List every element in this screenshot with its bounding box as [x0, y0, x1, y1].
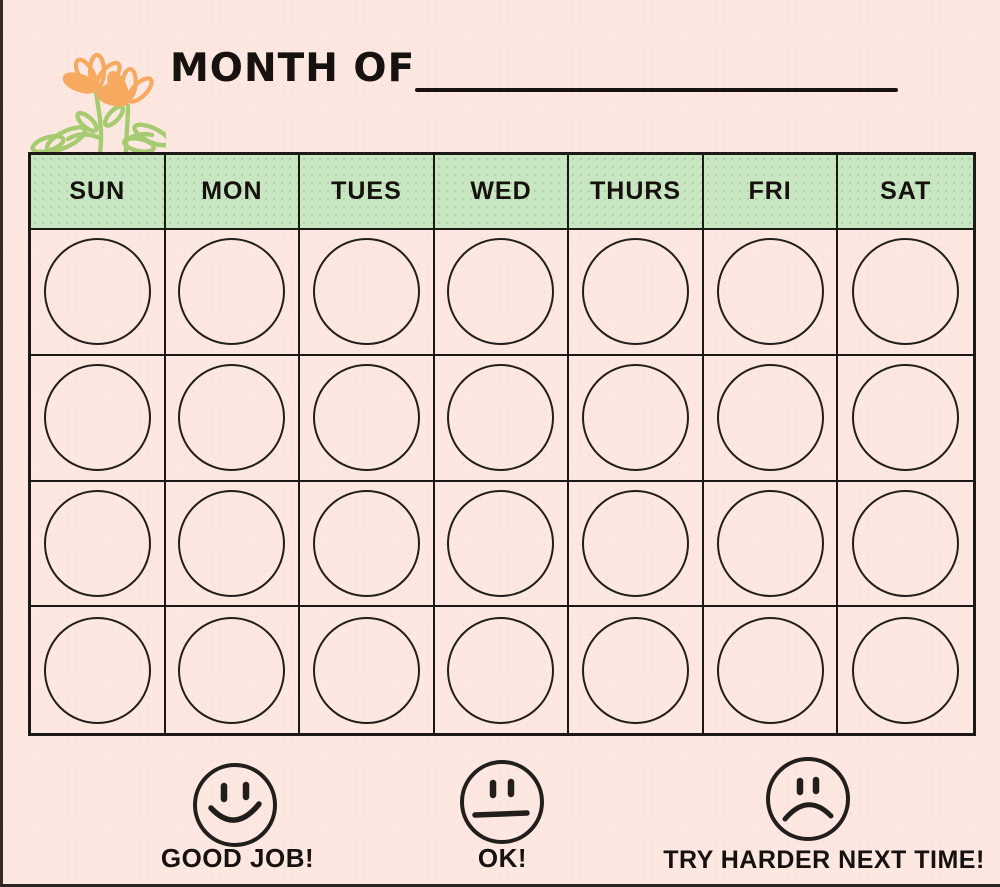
- day-circle: [178, 238, 285, 345]
- calendar-day-cell: [435, 482, 570, 608]
- day-circle: [44, 364, 151, 471]
- calendar-day-cell: [31, 230, 166, 356]
- day-circle: [582, 364, 689, 471]
- day-circle: [178, 364, 285, 471]
- calendar-day-cell: [300, 607, 435, 733]
- day-header-label: FRI: [748, 177, 792, 205]
- legend-label-try: TRY HARDER NEXT TIME!: [663, 846, 985, 874]
- day-header-cell: [166, 155, 301, 230]
- page-title: MONTH OF: [170, 46, 416, 91]
- day-circle: [582, 490, 689, 597]
- calendar-day-cell: [166, 482, 301, 608]
- happy-face-icon: [191, 761, 279, 849]
- calendar-day-cell: [166, 230, 301, 356]
- calendar-day-cell: [838, 607, 973, 733]
- calendar-day-cell: [569, 230, 704, 356]
- day-header-label: MON: [201, 177, 263, 205]
- calendar-day-cell: [838, 230, 973, 356]
- day-header-label: TUES: [331, 177, 402, 205]
- calendar-day-cell: [435, 356, 570, 482]
- day-circle: [178, 490, 285, 597]
- calendar-day-cell: [704, 230, 839, 356]
- day-header-cell: [31, 155, 166, 230]
- calendar-day-cell: [838, 482, 973, 608]
- calendar-day-cell: [31, 607, 166, 733]
- day-circle: [447, 490, 554, 597]
- day-circle: [852, 238, 959, 345]
- day-header-cell: [838, 155, 973, 230]
- day-header-cell: [704, 155, 839, 230]
- day-circle: [852, 490, 959, 597]
- day-circle: [313, 617, 420, 724]
- day-circle: [717, 364, 824, 471]
- day-circle: [447, 364, 554, 471]
- day-header-cell: [569, 155, 704, 230]
- day-circle: [852, 617, 959, 724]
- day-circle: [582, 238, 689, 345]
- day-circle: [852, 364, 959, 471]
- calendar-day-cell: [704, 356, 839, 482]
- calendar-day-cell: [166, 356, 301, 482]
- legend-label-good: GOOD JOB!: [160, 843, 315, 873]
- day-circle: [582, 617, 689, 724]
- calendar-day-cell: [569, 482, 704, 608]
- day-header-label: WED: [470, 177, 532, 205]
- calendar-day-cell: [435, 230, 570, 356]
- sad-face-icon: [764, 755, 852, 843]
- calendar-day-cell: [569, 607, 704, 733]
- calendar-day-cell: [300, 356, 435, 482]
- calendar-day-cell: [704, 482, 839, 608]
- day-circle: [44, 617, 151, 724]
- day-header-cell: [300, 155, 435, 230]
- day-header-label: THURS: [590, 177, 682, 205]
- day-circle: [313, 364, 420, 471]
- calendar-day-cell: [704, 607, 839, 733]
- day-circle: [717, 238, 824, 345]
- calendar-day-cell: [300, 482, 435, 608]
- day-header-cell: [435, 155, 570, 230]
- left-edge-artifact: [0, 0, 3, 887]
- day-circle: [313, 490, 420, 597]
- calendar-day-cell: [569, 356, 704, 482]
- day-circle: [44, 238, 151, 345]
- day-circle: [313, 238, 420, 345]
- calendar-day-cell: [435, 607, 570, 733]
- day-circle: [717, 490, 824, 597]
- day-circle: [717, 617, 824, 724]
- day-circle: [44, 490, 151, 597]
- flower-doodle-icon: [26, 40, 166, 152]
- month-blank-line[interactable]: [415, 88, 898, 92]
- day-header-label: SAT: [880, 177, 932, 205]
- day-circle: [447, 238, 554, 345]
- calendar-day-cell: [31, 356, 166, 482]
- neutral-face-icon: [458, 758, 546, 846]
- calendar-day-cell: [300, 230, 435, 356]
- day-circle: [178, 617, 285, 724]
- legend-label-ok: OK!: [477, 843, 528, 873]
- day-circle: [447, 617, 554, 724]
- calendar-day-cell: [31, 482, 166, 608]
- calendar-day-cell: [166, 607, 301, 733]
- calendar-day-cell: [838, 356, 973, 482]
- day-header-label: SUN: [69, 177, 126, 205]
- calendar-grid: [28, 152, 976, 736]
